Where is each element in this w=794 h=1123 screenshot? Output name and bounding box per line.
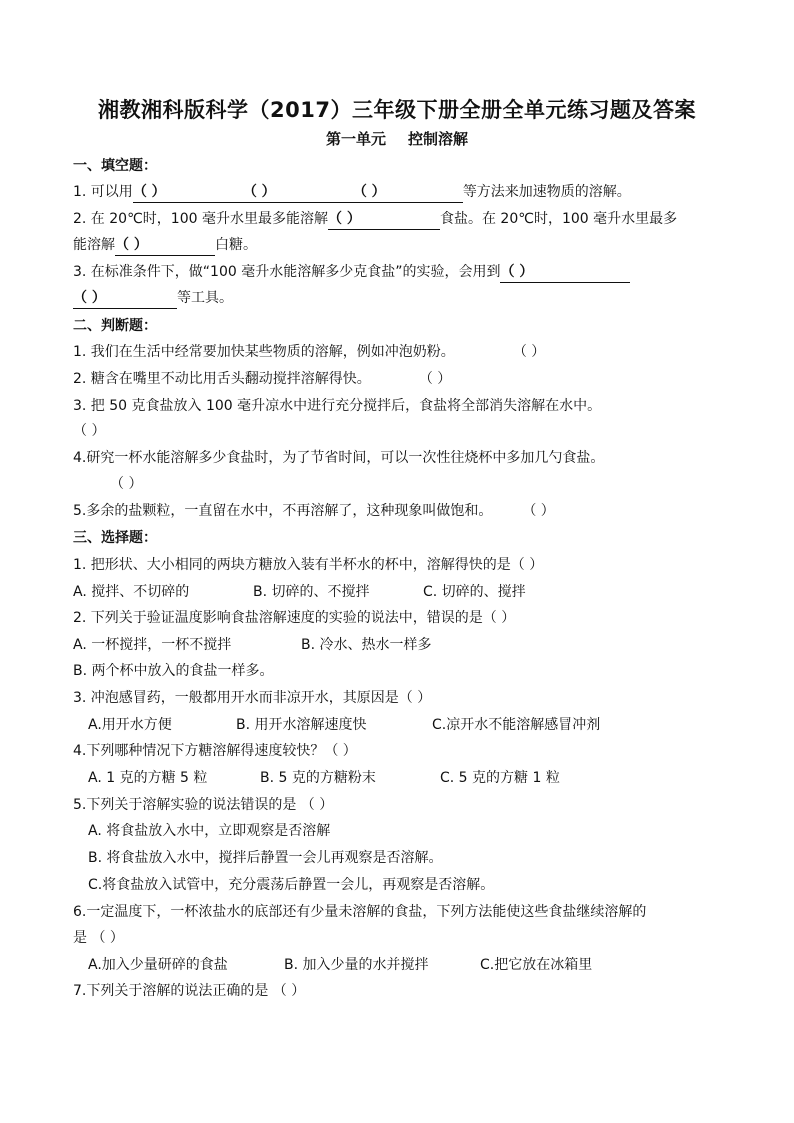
choice-question-4: 4.下列哪种情况下方糖溶解得速度较快？（ ） <box>73 743 357 759</box>
section-true-false-heading: 二、判断题： <box>73 318 157 334</box>
fill-question-3 <box>73 262 630 283</box>
judge-question-2 <box>73 369 451 389</box>
section-multiple-choice-heading: 三、选择题： <box>73 530 157 546</box>
choice-question-6-continued: 是 （ ） <box>73 930 124 946</box>
option-b[interactable]: B. 用开水溶解速度快 <box>236 717 367 733</box>
choice-question-1-options <box>73 582 526 602</box>
option-c[interactable]: B. 两个杯中放入的食盐一样多。 <box>73 663 274 679</box>
answer-blank[interactable]: （ ） <box>73 288 177 309</box>
option-a[interactable]: A. 1 克的方糖 5 粒 <box>88 770 208 786</box>
question-text: 等工具。 <box>177 290 233 306</box>
answer-blank[interactable]: （ ） <box>133 182 243 203</box>
option-a[interactable]: A. 将食盐放入水中，立即观察是否溶解 <box>88 823 331 839</box>
question-text: 3. 在标准条件下，做“100 毫升水能溶解多少克食盐”的实验，会用到 <box>73 264 501 280</box>
question-text: 4.研究一杯水能溶解多少食盐时，为了节省时间，可以一次性往烧杯中多加几勺食盐。 <box>73 450 605 466</box>
question-text: 1. 可以用 <box>73 184 133 200</box>
judge-question-3-paren <box>73 421 105 441</box>
choice-question-1: 1. 把形状、大小相同的两块方糖放入装有半杯水的杯中，溶解得快的是（ ） <box>73 557 544 573</box>
option-b[interactable]: B. 冷水、热水一样多 <box>301 637 432 653</box>
option-b[interactable]: B. 切碎的、不搅拌 <box>253 584 370 600</box>
section-fill-blank-heading: 一、填空题： <box>73 158 157 174</box>
choice-question-3-options <box>88 715 600 735</box>
question-text: 等方法来加速物质的溶解。 <box>462 184 631 200</box>
judge-question-4-paren <box>110 474 142 494</box>
option-c[interactable]: C.把它放在冰箱里 <box>480 957 593 973</box>
option-b[interactable]: B. 5 克的方糖粉末 <box>260 770 376 786</box>
option-a[interactable]: A.加入少量研碎的食盐 <box>88 957 228 973</box>
option-c[interactable]: C. 切碎的、搅拌 <box>423 584 526 600</box>
judge-question-3 <box>73 396 601 416</box>
option-a[interactable]: A. 一杯搅拌，一杯不搅拌 <box>73 637 232 653</box>
answer-paren[interactable]: （ ） <box>418 371 452 387</box>
answer-paren[interactable]: （ ） <box>512 344 546 360</box>
question-text: 3. 把 50 克食盐放入 100 毫升凉水中进行充分搅拌后，食盐将全部消失溶解在水中。 <box>73 398 602 414</box>
fill-question-2 <box>73 209 677 230</box>
question-text: 1. 我们在生活中经常要加快某些物质的溶解，例如冲泡奶粉。 <box>73 344 455 360</box>
option-a[interactable]: A. 搅拌、不切碎的 <box>73 584 190 600</box>
question-text: 能溶解 <box>73 237 115 253</box>
option-c[interactable]: C.凉开水不能溶解感冒冲剂 <box>432 717 601 733</box>
judge-question-4 <box>73 448 604 468</box>
choice-question-5: 5.下列关于溶解实验的说法错误的是 （ ） <box>73 797 334 813</box>
choice-question-5-option-a <box>88 821 330 841</box>
unit-name: 控制溶解 <box>408 130 469 148</box>
answer-blank[interactable]: （ ） <box>500 262 630 283</box>
option-c[interactable]: C. 5 克的方糖 1 粒 <box>440 770 560 786</box>
choice-question-5-option-c <box>88 875 494 895</box>
question-text: 2. 在 20℃时，100 毫升水里最多能溶解 <box>73 211 328 227</box>
fill-question-2-continued <box>73 235 257 256</box>
answer-paren[interactable]: （ ） <box>73 423 106 439</box>
judge-question-5 <box>73 501 555 521</box>
option-c[interactable]: C.将食盐放入试管中，充分震荡后静置一会儿，再观察是否溶解。 <box>88 877 495 893</box>
answer-blank[interactable]: （ ） <box>328 209 440 230</box>
option-b[interactable]: B. 将食盐放入水中，搅拌后静置一会儿再观察是否溶解。 <box>88 850 443 866</box>
option-a[interactable]: A.用开水方便 <box>88 717 172 733</box>
choice-question-2-options <box>73 635 432 655</box>
unit-heading <box>0 128 794 149</box>
judge-question-1 <box>73 342 545 362</box>
answer-blank[interactable]: （ ） <box>353 182 463 203</box>
question-text: 5.多余的盐颗粒，一直留在水中，不再溶解了，这种现象叫做饱和。 <box>73 503 493 519</box>
question-text: 白糖。 <box>215 237 257 253</box>
choice-question-3: 3. 冲泡感冒药，一般都用开水而非凉开水，其原因是（ ） <box>73 690 432 706</box>
answer-paren[interactable]: （ ） <box>522 503 555 519</box>
choice-question-4-options <box>88 768 560 788</box>
choice-question-7: 7.下列关于溶解的说法正确的是 （ ） <box>73 983 306 999</box>
fill-question-3-continued <box>73 288 233 309</box>
question-text: 食盐。在 20℃时，100 毫升水里最多 <box>439 211 678 227</box>
fill-question-1 <box>73 182 631 203</box>
choice-question-6-options <box>88 955 592 975</box>
choice-question-5-option-b <box>88 848 443 868</box>
question-text: 2. 糖含在嘴里不动比用舌头翻动搅拌溶解得快。 <box>73 371 371 387</box>
page-title: 湘教湘科版科学（2017）三年级下册全册全单元练习题及答案 <box>98 98 696 122</box>
answer-paren[interactable]: （ ） <box>110 476 143 492</box>
option-b[interactable]: B. 加入少量的水并搅拌 <box>284 957 429 973</box>
choice-question-2: 2. 下列关于验证温度影响食盐溶解速度的实验的说法中，错误的是（ ） <box>73 610 516 626</box>
answer-blank[interactable]: （ ） <box>243 182 353 203</box>
answer-blank[interactable]: （ ） <box>115 235 215 256</box>
choice-question-6: 6.一定温度下，一杯浓盐水的底部还有少量未溶解的食盐，下列方法能使这些食盐继续溶解的 <box>73 904 647 920</box>
choice-question-2-option-c <box>73 661 274 681</box>
unit-number: 第一单元 <box>325 130 386 148</box>
